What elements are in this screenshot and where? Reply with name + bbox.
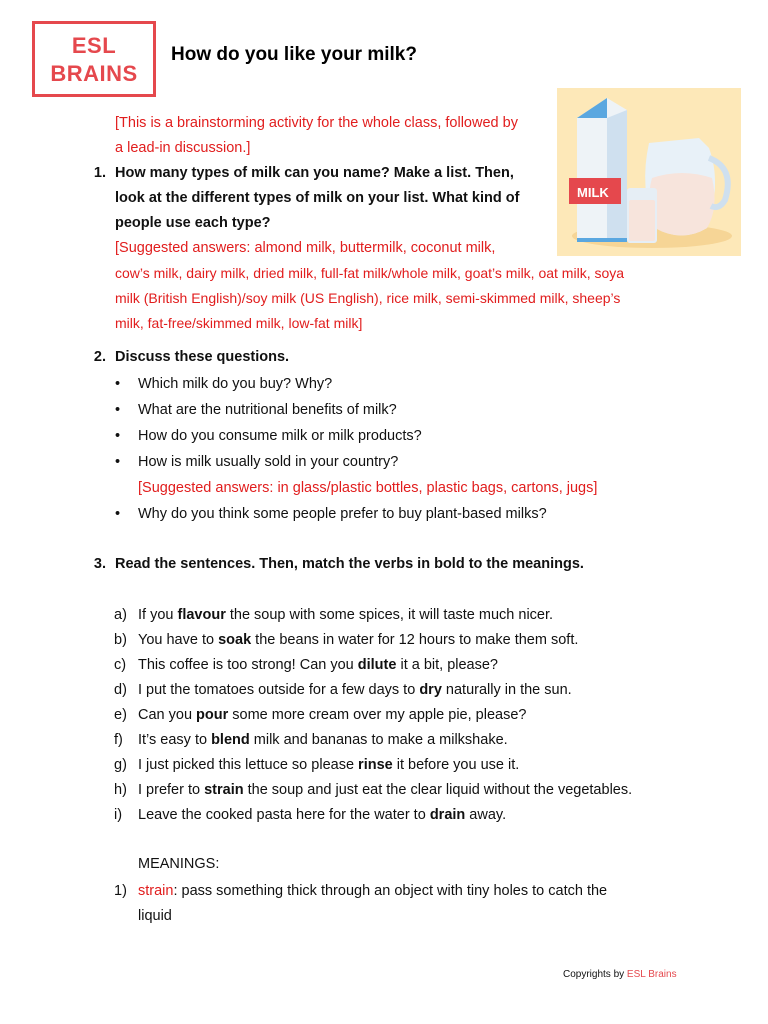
- svg-text:MILK: MILK: [577, 185, 609, 200]
- q3-sentence-list: [114, 603, 632, 828]
- q1-answers: [Suggested answers: almond milk, buttermilk, coconut milk,: [115, 240, 496, 256]
- logo-line-1: ESL: [71, 33, 117, 58]
- sentence-row: a) If you flavour the soup with some spices, it will taste much nicer.: [114, 607, 554, 623]
- intro-note: [This is a brainstorming activity for the whole class, followed by a lead-in discussion.]: [115, 115, 518, 156]
- meanings-heading: MEANINGS:: [138, 856, 220, 872]
- verb: strain: [204, 782, 244, 798]
- q2-bullet-list: [115, 372, 597, 527]
- list-item: • How is milk usually sold in your country?: [115, 454, 399, 470]
- verb: drain: [429, 807, 466, 823]
- page-title: How do you like your milk?: [171, 44, 417, 65]
- q3-number: 3.: [93, 556, 106, 572]
- sentence-row: b) You have to soak the beans in water for 12 hours to make them soft.: [114, 632, 579, 648]
- esl-brains-logo: [32, 21, 156, 97]
- list-item: • Why do you think some people prefer to buy plant-based milks?: [115, 506, 547, 522]
- q1-answers-cont: cow’s milk, dairy milk, dried milk, full-fat milk/whole milk, goat’s milk, oat milk, soya milk (British English)/soy milk (US English), rice milk, semi-skimmed milk, sheep’s milk, fat-free/skimmed milk, low-fat milk]: [115, 265, 625, 331]
- verb: pour: [196, 707, 229, 723]
- q3-heading: Read the sentences. Then, match the verbs in bold to the meanings.: [115, 556, 584, 572]
- verb: blend: [211, 732, 250, 748]
- q2-suggested-answers: [Suggested answers: in glass/plastic bottles, plastic bags, cartons, jugs]: [138, 480, 598, 496]
- verb: soak: [218, 632, 252, 648]
- sentence-row: h) I prefer to strain the soup and just eat the clear liquid without the vegetables.: [114, 782, 633, 798]
- verb: rinse: [358, 757, 393, 773]
- sentence-row: g) I just picked this lettuce so please rinse it before you use it.: [114, 757, 520, 773]
- sentence-row: e) Can you pour some more cream over my apple pie, please?: [114, 707, 527, 723]
- milk-illustration: [557, 88, 741, 256]
- sentence-row: i) Leave the cooked pasta here for the water to drain away.: [114, 807, 507, 823]
- list-item: • Which milk do you buy? Why?: [115, 376, 333, 392]
- sentence-row: c) This coffee is too strong! Can you dilute it a bit, please?: [114, 657, 499, 673]
- sentence-row: f) It’s easy to blend milk and bananas to make a milkshake.: [114, 732, 508, 748]
- q1-question: How many types of milk can you name? Make a list. Then, look at the different types of milk on your list. What kind of people use each type?: [115, 165, 520, 231]
- verb: dry: [419, 682, 442, 698]
- list-item: • What are the nutritional benefits of milk?: [115, 402, 397, 418]
- logo-line-2: BRAINS: [50, 61, 138, 86]
- q2-heading: Discuss these questions.: [115, 349, 290, 365]
- verb: flavour: [177, 607, 226, 623]
- footer-brand: ESL Brains: [626, 969, 677, 980]
- meaning-term: strain: [138, 883, 174, 899]
- q1-number: 1.: [93, 165, 106, 181]
- q2-number: 2.: [93, 349, 106, 365]
- verb: dilute: [357, 657, 397, 673]
- footer-copyright: Copyrights by ESL Brains: [563, 969, 677, 980]
- meaning-row: 1) strain: pass something thick through an object with tiny holes to catch the liquid: [114, 883, 608, 924]
- sentence-row: d) I put the tomatoes outside for a few days to dry naturally in the sun.: [114, 682, 572, 698]
- list-item: • How do you consume milk or milk products?: [115, 428, 422, 444]
